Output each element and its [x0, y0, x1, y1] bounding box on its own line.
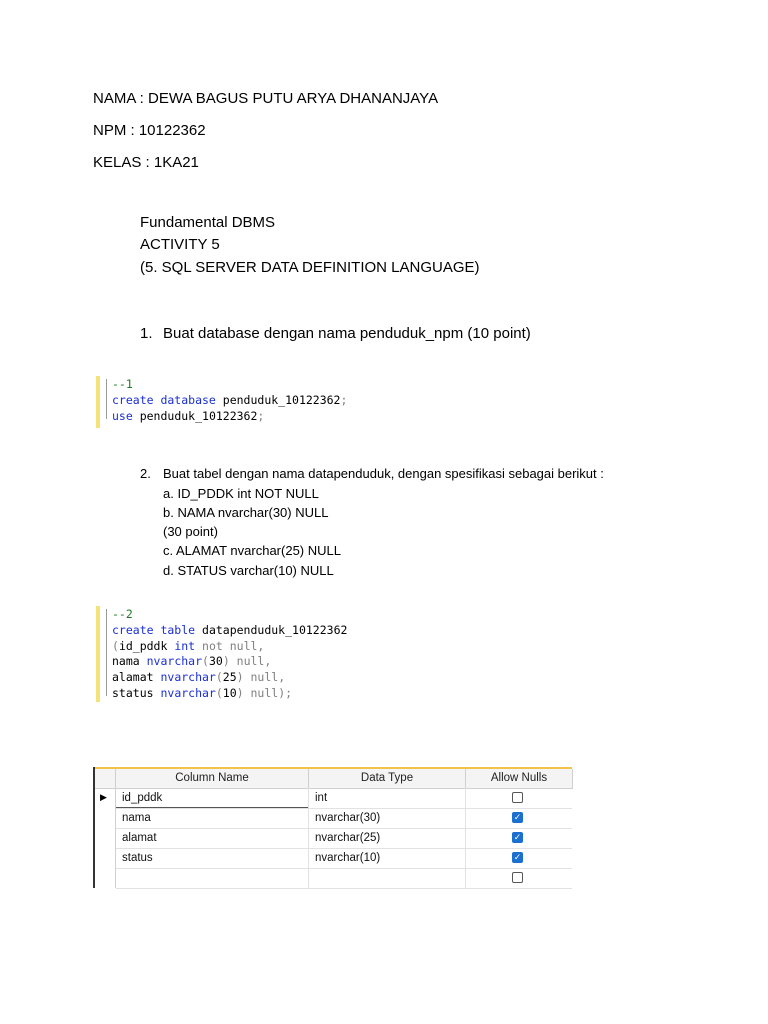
student-npm: NPM : 10122362 [93, 122, 206, 139]
column-header-name[interactable]: Column Name [116, 769, 309, 789]
table-row[interactable] [116, 788, 572, 809]
grid-corner-header [95, 769, 116, 789]
code-token: penduduk_10122362 [215, 393, 341, 407]
code-token: nvarchar [160, 686, 216, 700]
allow-nulls-checkbox[interactable]: ✓ [513, 812, 522, 822]
table-row[interactable] [116, 868, 572, 889]
code-token: ; [340, 393, 348, 407]
column-name-cell[interactable]: nama [122, 812, 151, 824]
code-token: nvarchar [146, 654, 203, 669]
code-token: 10 [222, 686, 237, 700]
column-name-cell[interactable] [116, 868, 308, 888]
code-token: ) null); [236, 686, 293, 700]
question-1-text: Buat database dengan nama penduduk_npm (10 point) [163, 325, 531, 342]
code-line [112, 409, 264, 423]
code-token: ( [112, 638, 119, 653]
code-token: ; [257, 409, 265, 423]
data-type-cell[interactable]: nvarchar(30) [315, 812, 381, 824]
code-gutter-bar [96, 606, 100, 702]
code-line [112, 670, 285, 684]
code-token: penduduk_10122362 [132, 409, 258, 423]
column-header-type[interactable]: Data Type [309, 769, 466, 789]
code-fold-line [106, 609, 107, 696]
code-line [112, 393, 347, 407]
code-token: 25 [222, 670, 237, 685]
spec-item-a: a. ID_PDDK int NOT NULL [163, 486, 319, 501]
activity-subtitle: (5. SQL SERVER DATA DEFINITION LANGUAGE) [140, 259, 480, 276]
code-token: nama [112, 654, 147, 669]
code-token: --2 [112, 607, 133, 621]
code-token: ( [215, 670, 223, 685]
current-row-pointer-icon: ▶ [100, 792, 107, 802]
code-line [112, 654, 271, 668]
code-token: not null, [195, 638, 265, 653]
column-name-cell[interactable]: alamat [122, 832, 157, 844]
table-row[interactable] [116, 808, 572, 829]
code-token: alamat [112, 670, 161, 685]
code-line [112, 639, 264, 653]
data-type-cell[interactable]: nvarchar(25) [315, 832, 381, 844]
code-fold-line [106, 379, 107, 419]
code-token: create table [112, 622, 196, 637]
spec-item-d: d. STATUS varchar(10) NULL [163, 563, 334, 578]
question-2-number: 2. [140, 466, 151, 481]
sql-code-block-1 [96, 376, 356, 428]
student-class: KELAS : 1KA21 [93, 154, 199, 171]
column-name-cell[interactable]: status [122, 852, 153, 864]
spec-item-c: c. ALAMAT nvarchar(25) NULL [163, 543, 341, 558]
table-designer-grid [93, 767, 572, 888]
code-token: ( [202, 654, 209, 669]
code-token: int [174, 638, 196, 653]
code-gutter-bar [96, 376, 100, 428]
code-token: --1 [112, 377, 133, 391]
code-token: 30 [208, 654, 223, 669]
code-token: ( [215, 686, 223, 700]
question-2-points: (30 point) [163, 524, 218, 539]
code-token: datapenduduk_10122362 [195, 622, 348, 637]
table-row[interactable] [116, 828, 572, 849]
code-token: id_pddk [118, 638, 175, 653]
data-type-cell[interactable]: nvarchar(10) [315, 852, 381, 864]
student-name: NAMA : DEWA BAGUS PUTU ARYA DHANANJAYA [93, 90, 439, 107]
column-name-cell[interactable]: id_pddk [122, 792, 163, 804]
column-header-allow-nulls[interactable]: Allow Nulls [466, 769, 573, 789]
data-type-cell[interactable] [309, 868, 465, 888]
code-line [112, 607, 133, 621]
code-line [112, 686, 292, 700]
code-line [112, 623, 347, 637]
code-token: nvarchar [160, 670, 216, 685]
data-type-cell[interactable]: int [315, 792, 328, 804]
allow-nulls-checkbox[interactable]: ✓ [513, 832, 522, 842]
code-line [112, 377, 133, 391]
code-token: ) null, [222, 654, 272, 669]
question-1-number: 1. [140, 325, 153, 342]
code-token: status [112, 686, 161, 700]
sql-code-block-2 [96, 606, 360, 702]
allow-nulls-checkbox[interactable] [512, 872, 523, 883]
spec-item-b: b. NAMA nvarchar(30) NULL [163, 505, 329, 520]
code-token: ) null, [236, 670, 286, 685]
code-token: use [112, 409, 133, 423]
table-row[interactable] [116, 848, 572, 869]
code-token: create database [112, 393, 216, 407]
allow-nulls-checkbox[interactable]: ✓ [513, 852, 522, 862]
activity-title: ACTIVITY 5 [140, 236, 220, 253]
course-title: Fundamental DBMS [140, 214, 276, 231]
question-2-text: Buat tabel dengan nama datapenduduk, dengan spesifikasi sebagai berikut : [163, 466, 604, 481]
question-1 [140, 325, 531, 342]
allow-nulls-checkbox[interactable] [512, 792, 523, 803]
